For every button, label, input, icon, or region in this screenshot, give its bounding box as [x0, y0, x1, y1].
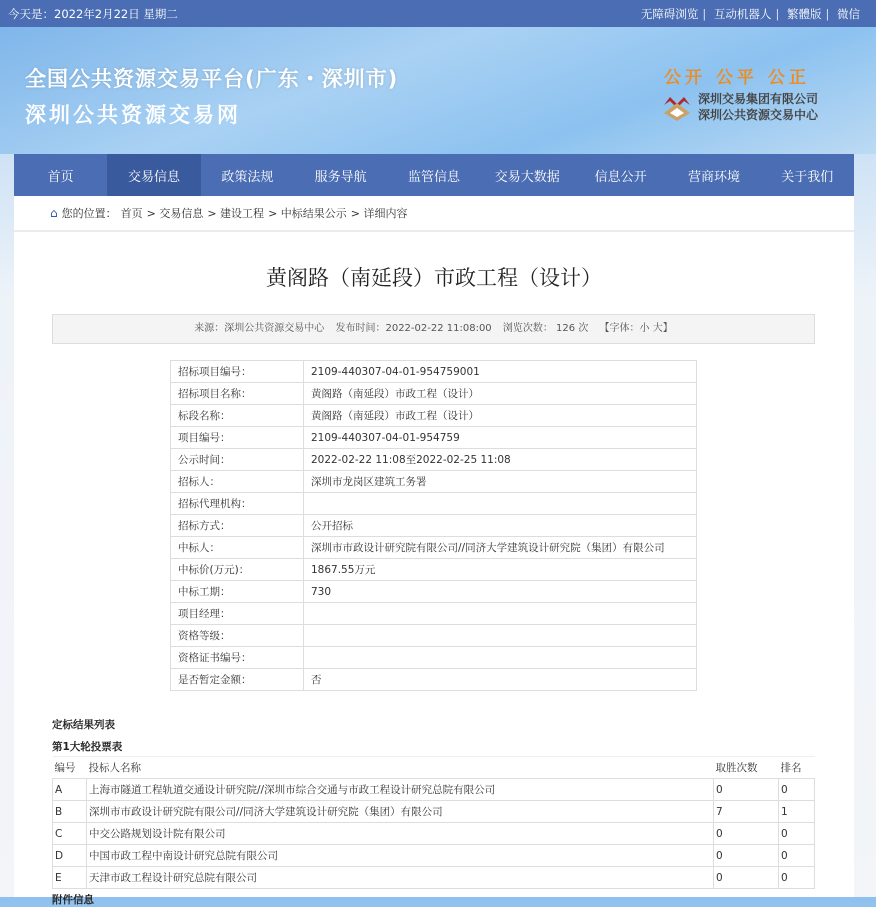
org-name-1: 深圳交易集团有限公司: [698, 92, 819, 106]
breadcrumb-trade[interactable]: > 交易信息: [146, 207, 204, 220]
detail-row: [171, 493, 697, 515]
page-title: 黄阁路（南延段）市政工程（设计）: [266, 266, 602, 290]
publish-time: 发布时间：2022-02-22 11:08:00: [335, 323, 492, 334]
detail-label: 公示时间：: [171, 449, 304, 471]
detail-value: [304, 647, 697, 669]
detail-row: [171, 405, 697, 427]
detail-value: 730: [304, 581, 697, 603]
detail-row: [171, 603, 697, 625]
detail-value: 深圳市龙岗区建筑工务署: [304, 471, 697, 493]
detail-row: [171, 427, 697, 449]
detail-label: 中标工期：: [171, 581, 304, 603]
detail-value: 公开招标: [304, 515, 697, 537]
article-meta: [52, 314, 815, 344]
win-count: 0: [714, 845, 779, 867]
table-row: [53, 867, 815, 889]
detail-table: [170, 360, 697, 691]
detail-label: 招标项目名称：: [171, 383, 304, 405]
view-count: 浏览次数： 126 次: [502, 323, 589, 334]
rank: 0: [779, 845, 815, 867]
current-date: 今天是：2022年2月22日 星期二: [8, 6, 178, 21]
bidder-name: 中交公路规划设计院有限公司: [87, 823, 714, 845]
detail-value: 黄阁路（南延段）市政工程（设计）: [304, 405, 697, 427]
vote-table: [52, 756, 815, 889]
nav-trade-info[interactable]: 交易信息: [107, 154, 200, 196]
detail-value: 1867.55万元: [304, 559, 697, 581]
detail-row: [171, 647, 697, 669]
rank: 0: [779, 823, 815, 845]
bidder-name: 天津市政工程设计研究总院有限公司: [87, 867, 714, 889]
breadcrumb-result[interactable]: > 中标结果公示: [268, 207, 347, 220]
detail-label: 项目经理：: [171, 603, 304, 625]
detail-value: 2109-440307-04-01-954759001: [304, 361, 697, 383]
nav-business-env[interactable]: 营商环境: [687, 169, 740, 185]
col-bidder: 投标人名称: [87, 757, 714, 779]
detail-value: [304, 625, 697, 647]
attachments-heading: 附件信息: [52, 894, 94, 906]
detail-value: [304, 603, 697, 625]
table-row: [53, 823, 815, 845]
nav-service[interactable]: 服务导航: [314, 169, 367, 185]
breadcrumb-detail: > 详细内容: [350, 207, 408, 220]
detail-label: 招标人：: [171, 471, 304, 493]
bidder-id: B: [53, 801, 87, 823]
nav-disclosure[interactable]: 信息公开: [594, 169, 647, 185]
breadcrumb-construction[interactable]: > 建设工程: [207, 207, 265, 220]
traditional-link[interactable]: 繁體版: [786, 6, 822, 21]
win-count: 0: [714, 779, 779, 801]
detail-value: 2109-440307-04-01-954759: [304, 427, 697, 449]
breadcrumb-label: 您的位置：: [61, 207, 117, 220]
round-heading: 第1大轮投票表: [52, 741, 123, 753]
org-block: [662, 91, 818, 123]
table-row: [53, 845, 815, 867]
detail-row: [171, 383, 697, 405]
site-subtitle: 深圳公共资源交易网: [25, 103, 241, 127]
table-row: [53, 779, 815, 801]
top-bar: [0, 0, 876, 27]
detail-row: [171, 625, 697, 647]
detail-label: 资格证书编号：: [171, 647, 304, 669]
breadcrumb-home[interactable]: 首页: [120, 207, 143, 220]
detail-row: [171, 449, 697, 471]
detail-label: 中标人：: [171, 537, 304, 559]
nav-big-data[interactable]: 交易大数据: [494, 169, 560, 185]
bidder-id: D: [53, 845, 87, 867]
top-links: 无障碍浏览 | 互动机器人 | 繁體版 | 微信: [640, 6, 860, 21]
detail-row: [171, 559, 697, 581]
bidder-name: 深圳市市政设计研究院有限公司//同济大学建筑设计研究院（集团）有限公司: [87, 801, 714, 823]
bidder-name: 中国市政工程中南设计研究总院有限公司: [87, 845, 714, 867]
table-header: [53, 757, 815, 779]
home-icon: ⌂: [50, 206, 58, 220]
rank: 0: [779, 779, 815, 801]
banner: [0, 27, 876, 154]
detail-label: 招标项目编号：: [171, 361, 304, 383]
detail-row: [171, 515, 697, 537]
bidder-name: 上海市隧道工程轨道交通设计研究院//深圳市综合交通与市政工程设计研究总院有限公司: [87, 779, 714, 801]
detail-row: [171, 537, 697, 559]
detail-label: 项目编号：: [171, 427, 304, 449]
slogan: 公开 公平 公正: [664, 68, 810, 88]
table-row: [53, 801, 815, 823]
bidder-id: A: [53, 779, 87, 801]
detail-label: 是否暂定金额：: [171, 669, 304, 691]
breadcrumb: [14, 196, 854, 232]
detail-value: [304, 493, 697, 515]
bidder-id: E: [53, 867, 87, 889]
col-rank: 排名: [779, 757, 815, 779]
nav-home[interactable]: 首页: [47, 169, 74, 185]
nav-about[interactable]: 关于我们: [781, 169, 834, 185]
win-count: 7: [714, 801, 779, 823]
results-heading: 定标结果列表: [52, 719, 115, 731]
nav-policy[interactable]: 政策法规: [221, 169, 274, 185]
detail-label: 标段名称：: [171, 405, 304, 427]
nav-supervision[interactable]: 监管信息: [407, 169, 460, 185]
col-id: 编号: [53, 757, 87, 779]
detail-row: [171, 581, 697, 603]
accessibility-link[interactable]: 无障碍浏览: [640, 6, 699, 21]
col-wins: 取胜次数: [714, 757, 779, 779]
detail-value: 深圳市市政设计研究院有限公司//同济大学建筑设计研究院（集团）有限公司: [304, 537, 697, 559]
org-name-2: 深圳公共资源交易中心: [698, 108, 819, 122]
detail-row: [171, 361, 697, 383]
detail-label: 资格等级：: [171, 625, 304, 647]
detail-row: [171, 669, 697, 691]
detail-label: 中标价(万元)：: [171, 559, 304, 581]
main-container: [14, 154, 854, 906]
rank: 0: [779, 867, 815, 889]
wechat-link[interactable]: 微信: [837, 6, 860, 21]
source: 来源：深圳公共资源交易中心: [194, 323, 325, 334]
robot-link[interactable]: 互动机器人: [713, 6, 772, 21]
site-title: 全国公共资源交易平台(广东・深圳市): [25, 67, 399, 91]
detail-value: 否: [304, 669, 697, 691]
detail-value: 2022-02-22 11:08至2022-02-25 11:08: [304, 449, 697, 471]
detail-label: 招标代理机构：: [171, 493, 304, 515]
rank: 1: [779, 801, 815, 823]
win-count: 0: [714, 823, 779, 845]
detail-label: 招标方式：: [171, 515, 304, 537]
win-count: 0: [714, 867, 779, 889]
detail-row: [171, 471, 697, 493]
bidder-id: C: [53, 823, 87, 845]
font-size-toggle[interactable]: 【字体：小 大】: [599, 323, 673, 334]
org-logo-icon: [662, 91, 692, 123]
detail-value: 黄阁路（南延段）市政工程（设计）: [304, 383, 697, 405]
main-nav: [14, 154, 854, 196]
